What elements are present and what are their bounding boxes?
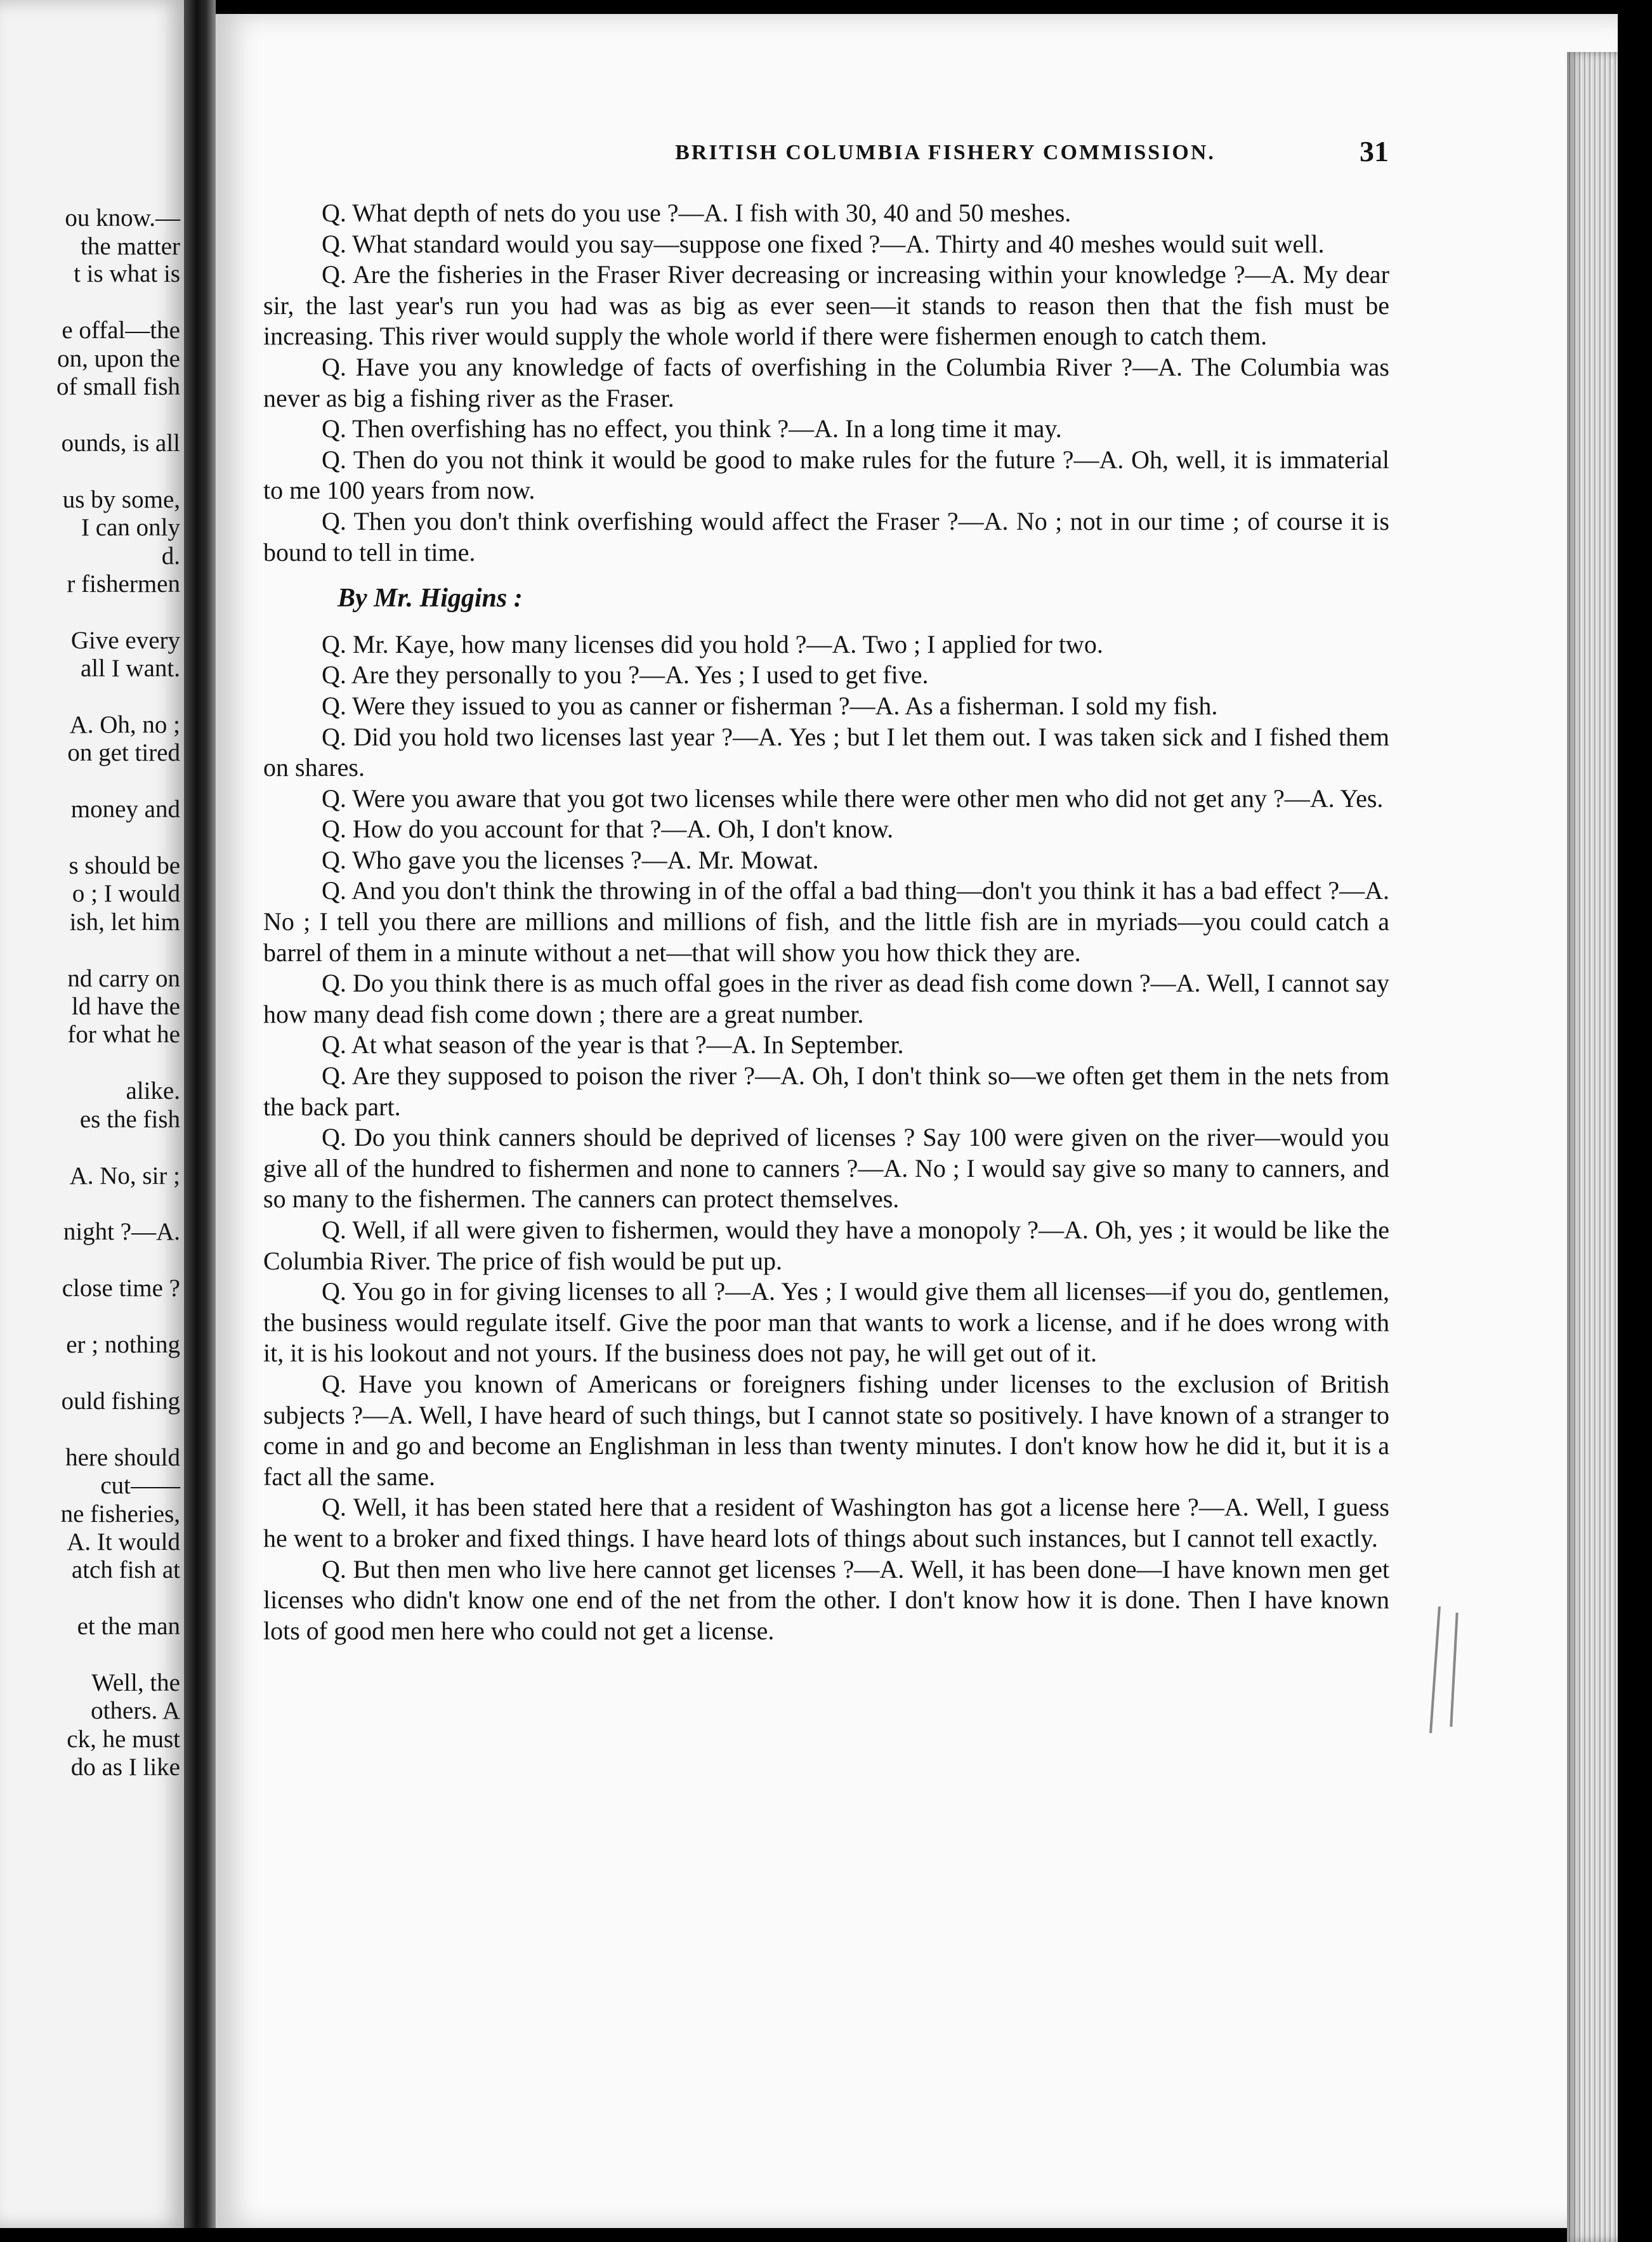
left-page-line: us by some, <box>62 486 180 513</box>
left-page-line: on, upon the <box>57 345 180 372</box>
testimony-paragraph: Q. Are the fisheries in the Fraser River decreasing or increasing within your knowledge ?—A. My dear sir, the last year's run you had was as big as ever seen—it stands to reason then that the fish must be increasing. This river would supply the whole world if there were fishermen enough to catch them. <box>263 260 1389 351</box>
testimony-paragraph: Q. Did you hold two licenses last year ?—A. Yes ; but I let them out. I was taken sick and I fished them on shares. <box>263 722 1389 782</box>
left-page-line: t is what is <box>74 260 180 287</box>
left-page-line: on get tired <box>67 739 180 766</box>
page-body <box>263 198 1389 1646</box>
left-page-line: et the man <box>77 1613 180 1640</box>
running-title: BRITISH COLUMBIA FISHERY COMMISSION. <box>675 141 1216 164</box>
testimony-paragraph: Q. Are they supposed to poison the river ?—A. Oh, I don't think so—we often get them in the nets from the back part. <box>263 1061 1389 1121</box>
left-page-line: ld have the <box>71 993 180 1020</box>
left-page-line: nd carry on <box>67 965 180 992</box>
left-page-line: ould fishing <box>61 1387 180 1415</box>
testimony-paragraph: Q. Then you don't think overfishing would affect the Fraser ?—A. No ; not in our time ; of course it is bound to tell in time. <box>263 506 1389 567</box>
left-page-line: ounds, is all <box>61 429 180 457</box>
testimony-paragraph: Q. At what season of the year is that ?—A. In September. <box>322 1030 904 1059</box>
left-page-line: for what he <box>67 1021 180 1048</box>
left-page-line: the matter <box>80 233 180 260</box>
left-page-line: all I want. <box>80 655 180 682</box>
testimony-paragraph: Q. Mr. Kaye, how many licenses did you hold ?—A. Two ; I applied for two. <box>322 629 1103 659</box>
left-page-line: others. A <box>91 1697 180 1724</box>
left-page-line: A. It would <box>67 1528 180 1556</box>
left-page-line: do as I like <box>70 1754 180 1781</box>
testimony-paragraph: Q. Then do you not think it would be good to make rules for the future ?—A. Oh, well, it is immaterial to me 100 years from now. <box>263 445 1389 505</box>
left-page-line: ne fisheries, <box>60 1500 180 1528</box>
left-page-line: money and <box>70 796 180 823</box>
left-page-line: r fishermen <box>67 570 180 598</box>
book-gutter <box>184 0 216 2228</box>
testimony-paragraph: Q. Well, it has been stated here that a resident of Washington has got a license here ?—A. Well, I guess he went to a broker and fixed things. I have heard lots of things about such instances, but I cannot tell exactly. <box>263 1493 1389 1552</box>
testimony-paragraph: Q. Are they personally to you ?—A. Yes ; I used to get five. <box>322 660 929 690</box>
page-number: 31 <box>1360 135 1389 167</box>
testimony-paragraph: Q. But then men who live here cannot get licenses ?—A. Well, it has been done—I have known men get licenses who didn't know one end of the net from the other. I don't know how it is done. Then I have known lots of good men here who could not get a license. <box>263 1554 1389 1645</box>
left-page-line: s should be <box>69 852 180 879</box>
testimony-paragraph: Q. Do you think there is as much offal goes in the river as dead fish come down ?—A. Well, I cannot say how many dead fish come down ; there are a great number. <box>263 969 1389 1028</box>
left-page-line: close time ? <box>62 1275 180 1302</box>
left-page-fragment <box>0 0 184 2228</box>
left-page-line: A. No, sir ; <box>69 1162 180 1190</box>
left-page-line: A. Oh, no ; <box>69 711 180 738</box>
margin-pencil-mark <box>1429 1606 1441 1733</box>
left-page-line: Give every <box>70 627 180 654</box>
testimony-block-2 <box>263 629 1389 1647</box>
left-page-line: Well, the <box>91 1669 180 1696</box>
left-page-line: er ; nothing <box>66 1331 180 1358</box>
testimony-paragraph: Q. And you don't think the throwing in of the offal a bad thing—don't you think it has a bad effect ?—A. No ; I tell you there are millions and millions of fish, and the little fish are in myriads—you could catch a barrel of them in a minute without a net—that will show you how thick they are. <box>263 876 1389 967</box>
testimony-paragraph: Q. You go in for giving licenses to all ?—A. Yes ; I would give them all licenses—if you do, gentlemen, the business would regulate itself. Give the poor man that wants to work a license, and if he does wrong with it, it is his lookout and not yours. If the business does not pay, he will get out of it. <box>263 1277 1389 1368</box>
testimony-block-1 <box>263 198 1389 568</box>
testimony-paragraph: Q. Were they issued to you as canner or fisherman ?—A. As a fisherman. I sold my fish. <box>322 691 1218 720</box>
left-page-line: ck, he must <box>67 1726 180 1753</box>
margin-pencil-mark <box>1450 1613 1458 1727</box>
page-stack-edge <box>1567 52 1618 2242</box>
testimony-paragraph: Q. What depth of nets do you use ?—A. I fish with 30, 40 and 50 meshes. <box>322 199 1072 227</box>
testimony-paragraph: Q. How do you account for that ?—A. Oh, I don't know. <box>322 815 894 844</box>
testimony-paragraph: Q. Well, if all were given to fishermen, would they have a monopoly ?—A. Oh, yes ; it would be like the Columbia River. The price of fish would be put up. <box>263 1216 1389 1275</box>
testimony-paragraph: Q. Were you aware that you got two licenses while there were other men who did not get any ?—A. Yes. <box>322 783 1384 813</box>
left-page-line: ou know.— <box>65 204 180 232</box>
left-page-line: d. <box>161 542 180 570</box>
left-page-line: ish, let him <box>69 908 180 936</box>
left-page-line: atch fish at <box>71 1556 180 1583</box>
testimony-paragraph: Q. Have you known of Americans or foreigners fishing under licenses to the exclusion of British subjects ?—A. Well, I have heard of such things, but I cannot state so positively. I have known of a stranger to come in and go and become an Englishman in less than twenty minutes. I don't know how he did it, but it is a fact all the same. <box>263 1369 1389 1491</box>
testimony-paragraph: Q. Do you think canners should be deprived of licenses ? Say 100 were given on the river—would you give all of the hundred to fishermen and none to canners ?—A. No ; I would say give so many to canners, and so many to the fishermen. The canners can protect themselves. <box>263 1123 1389 1214</box>
left-page-line: es the fish <box>79 1106 180 1133</box>
left-page-line: I can only <box>81 514 180 541</box>
left-page-line: here should <box>65 1444 180 1471</box>
left-page-line: e offal—the <box>62 317 180 344</box>
testimony-paragraph: Q. Then overfishing has no effect, you think ?—A. In a long time it may. <box>322 414 1062 443</box>
left-page-line: alike. <box>126 1077 180 1105</box>
testimony-paragraph: Q. Who gave you the licenses ?—A. Mr. Mowat. <box>322 845 819 874</box>
left-page-line: cut—— <box>100 1472 180 1499</box>
left-page-line: of small fish <box>56 373 180 400</box>
testimony-paragraph: Q. What standard would you say—suppose one fixed ?—A. Thirty and 40 meshes would suit well. <box>322 229 1325 258</box>
left-page-line: o ; I would <box>72 880 180 907</box>
testimony-paragraph: Q. Have you any knowledge of facts of overfishing in the Columbia River ?—A. The Columbia was never as big a fishing river as the Fraser. <box>263 352 1389 412</box>
main-page <box>216 14 1618 2228</box>
section-heading: By Mr. Higgins : <box>338 584 523 613</box>
left-page-line: night ?—A. <box>63 1218 180 1245</box>
